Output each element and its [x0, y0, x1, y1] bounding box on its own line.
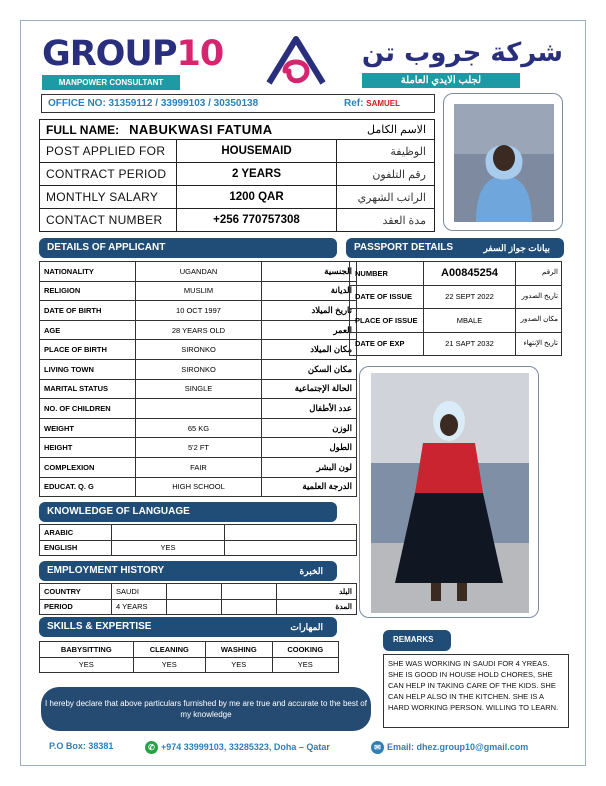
details-label: LIVING TOWN	[40, 359, 136, 379]
info-value: 1200 QAR	[177, 186, 337, 209]
details-table	[39, 261, 357, 497]
details-value: 65 KG	[136, 418, 262, 438]
details-label-ar: عدد الأطفال	[262, 399, 357, 419]
details-label-ar: مكان الميلاد	[262, 340, 357, 360]
employment-table	[39, 583, 357, 615]
passport-label-ar: تاريخ الإنتهاء	[516, 332, 562, 356]
cv-page	[20, 20, 586, 766]
skills-table	[39, 641, 339, 673]
passport-value: 21 SAPT 2032	[424, 332, 516, 356]
details-label: WEIGHT	[40, 418, 136, 438]
details-label-ar: الجنسية	[262, 262, 357, 282]
details-label-ar: لون البشر	[262, 457, 357, 477]
passport-value: MBALE	[424, 309, 516, 333]
office-text: OFFICE NO: 31359112 / 33999103 / 30350138	[48, 98, 259, 109]
passport-header	[346, 238, 564, 258]
employment-label: COUNTRY	[40, 584, 112, 600]
declaration: I hereby declare that above particulars furnished by me are true and accurate to the best of my knowledge	[41, 687, 371, 731]
details-row	[40, 438, 357, 458]
language-row	[40, 525, 357, 541]
whatsapp-icon: ✆	[145, 741, 158, 754]
details-title: DETAILS OF APPLICANT	[47, 242, 166, 253]
details-row	[40, 301, 357, 321]
passport-value: A00845254	[424, 262, 516, 286]
skill-value: YES	[272, 657, 339, 673]
passport-title-ar: بيانات جواز السفر	[483, 243, 550, 253]
details-label-ar: العمر	[262, 320, 357, 340]
details-row	[40, 477, 357, 497]
email-text: Email: dhez.group10@gmail.com	[387, 741, 529, 752]
skills-value-row	[40, 657, 339, 673]
details-label-ar: الوزن	[262, 418, 357, 438]
phone-contact	[145, 741, 330, 754]
info-value: 2 YEARS	[177, 163, 337, 186]
logo-emblem-icon	[263, 33, 329, 91]
details-value: UGANDAN	[136, 262, 262, 282]
details-label: AGE	[40, 320, 136, 340]
language-table	[39, 524, 357, 556]
skill-value: YES	[40, 657, 134, 673]
details-value: 10 OCT 1997	[136, 301, 262, 321]
info-row	[40, 140, 435, 163]
info-value: +256 770757308	[177, 209, 337, 232]
employment-empty	[167, 599, 222, 615]
full-body-photo-frame	[359, 366, 539, 618]
details-label: NO. OF CHILDREN	[40, 399, 136, 419]
employment-title: EMPLOYMENT HISTORY	[47, 565, 165, 576]
info-label: POST APPLIED FOR	[40, 140, 177, 163]
details-label-ar: الدرجة العلمية	[262, 477, 357, 497]
po-box: P.O Box: 38381	[49, 741, 114, 751]
info-row	[40, 209, 435, 232]
skills-header	[39, 617, 337, 637]
passport-row	[350, 309, 562, 333]
email-contact	[371, 741, 528, 754]
language-value: YES	[112, 540, 225, 556]
details-row	[40, 418, 357, 438]
details-label: RELIGION	[40, 281, 136, 301]
details-value: 5'2 FT	[136, 438, 262, 458]
skills-title: SKILLS & EXPERTISE	[47, 621, 152, 632]
passport-label: PLACE OF ISSUE	[350, 309, 424, 333]
skill-value: YES	[133, 657, 205, 673]
logo-number: 10	[176, 34, 224, 74]
employment-row	[40, 584, 357, 600]
details-value: SIRONKO	[136, 340, 262, 360]
full-body-photo	[371, 373, 529, 613]
info-label-ar: الوظيفة	[337, 140, 435, 163]
passport-label: DATE OF ISSUE	[350, 285, 424, 309]
full-name-value: NABUKWASI FATUMA	[129, 122, 273, 137]
details-label-ar: مكان السكن	[262, 359, 357, 379]
details-header	[39, 238, 337, 258]
arabic-logo	[362, 35, 563, 88]
arabic-logo-text: شركة جروب تن	[361, 38, 563, 68]
language-label: ENGLISH	[40, 540, 112, 556]
details-row	[40, 281, 357, 301]
full-name-row	[40, 120, 435, 140]
employment-value: 4 YEARS	[112, 599, 167, 615]
passport-table	[349, 261, 562, 356]
language-value	[112, 525, 225, 541]
remarks-header	[383, 630, 451, 651]
language-title: KNOWLEDGE OF LANGUAGE	[47, 506, 190, 517]
language-header	[39, 502, 337, 522]
info-value: HOUSEMAID	[177, 140, 337, 163]
logo-subtitle-bar: MANPOWER CONSULTANT	[42, 75, 180, 90]
skill-header: CLEANING	[133, 642, 205, 658]
details-value: 28 YEARS OLD	[136, 320, 262, 340]
details-row	[40, 359, 357, 379]
employment-label-ar: البلد	[277, 584, 357, 600]
portrait-photo	[454, 104, 554, 222]
skill-header: COOKING	[272, 642, 339, 658]
employment-label-ar: المدة	[277, 599, 357, 615]
info-label-ar: رقم التلفون	[337, 163, 435, 186]
details-value: HIGH SCHOOL	[136, 477, 262, 497]
language-empty	[225, 540, 357, 556]
details-label-ar: الحالة الإجتماعية	[262, 379, 357, 399]
employment-header	[39, 561, 337, 581]
info-label: MONTHLY SALARY	[40, 186, 177, 209]
details-label: DATE OF BIRTH	[40, 301, 136, 321]
passport-label-ar: تاريخ الصدور	[516, 285, 562, 309]
passport-row	[350, 262, 562, 286]
passport-title: PASSPORT DETAILS	[354, 242, 454, 253]
language-row	[40, 540, 357, 556]
info-row	[40, 186, 435, 209]
employment-empty	[222, 584, 277, 600]
details-label: NATIONALITY	[40, 262, 136, 282]
reference	[344, 95, 400, 112]
details-value: SIRONKO	[136, 359, 262, 379]
details-row	[40, 457, 357, 477]
passport-label-ar: الرقم	[516, 262, 562, 286]
details-label: EDUCAT. Q. G	[40, 477, 136, 497]
logo-text: GROUP	[42, 34, 177, 74]
employment-title-ar: الخبرة	[299, 566, 323, 576]
employment-row	[40, 599, 357, 615]
info-label: CONTRACT PERIOD	[40, 163, 177, 186]
details-row	[40, 399, 357, 419]
portrait-photo-frame	[443, 93, 563, 231]
passport-row	[350, 332, 562, 356]
details-label: COMPLEXION	[40, 457, 136, 477]
main-info-table	[39, 119, 435, 232]
details-label: MARITAL STATUS	[40, 379, 136, 399]
details-label: PLACE OF BIRTH	[40, 340, 136, 360]
email-icon: ✉	[371, 741, 384, 754]
phone-text: +974 33999103, 33285323, Doha – Qatar	[161, 741, 330, 752]
group10-logo	[42, 35, 223, 90]
skill-value: YES	[206, 657, 272, 673]
arabic-logo-subtitle: لجلب الايدي العاملة	[362, 73, 520, 88]
details-label-ar: تاريخ الميلاد	[262, 301, 357, 321]
remarks-title: REMARKS	[393, 635, 434, 644]
details-value: SINGLE	[136, 379, 262, 399]
employment-empty	[222, 599, 277, 615]
passport-label-ar: مكان الصدور	[516, 309, 562, 333]
passport-row	[350, 285, 562, 309]
info-row	[40, 163, 435, 186]
details-value: MUSLIM	[136, 281, 262, 301]
skill-header: BABYSITTING	[40, 642, 134, 658]
skills-title-ar: المهارات	[290, 622, 323, 632]
details-label-ar: الديانة	[262, 281, 357, 301]
remarks-text: SHE WAS WORKING IN SAUDI FOR 4 YREAS. SHE IS GOOD IN HOUSE HOLD CHORES, SHE CAN HELP IN TAKING CARE OF THE KIDS. SHE CAN HELP ALSO IN THE KITCHEN. SHE IS A HARD WORKING PERSON. WILLING TO LEARN.	[383, 654, 569, 728]
employment-empty	[167, 584, 222, 600]
language-empty	[225, 525, 357, 541]
details-value: FAIR	[136, 457, 262, 477]
details-row	[40, 320, 357, 340]
employment-value: SAUDI	[112, 584, 167, 600]
details-label-ar: الطول	[262, 438, 357, 458]
info-label-ar: الراتب الشهري	[337, 186, 435, 209]
employment-label: PERIOD	[40, 599, 112, 615]
details-row	[40, 340, 357, 360]
language-label: ARABIC	[40, 525, 112, 541]
office-numbers	[41, 94, 435, 113]
ref-label: Ref:	[344, 98, 364, 109]
skills-header-row	[40, 642, 339, 658]
passport-label: NUMBER	[350, 262, 424, 286]
full-name-label: FULL NAME:	[46, 123, 120, 137]
info-label-ar: مدة العقد	[337, 209, 435, 232]
details-label: HEIGHT	[40, 438, 136, 458]
skill-header: WASHING	[206, 642, 272, 658]
full-name-ar: الاسم الكامل	[367, 124, 426, 136]
details-value	[136, 399, 262, 419]
passport-value: 22 SEPT 2022	[424, 285, 516, 309]
info-label: CONTACT NUMBER	[40, 209, 177, 232]
ref-value: SAMUEL	[366, 99, 401, 108]
passport-label: DATE OF EXP	[350, 332, 424, 356]
details-row	[40, 379, 357, 399]
details-row	[40, 262, 357, 282]
